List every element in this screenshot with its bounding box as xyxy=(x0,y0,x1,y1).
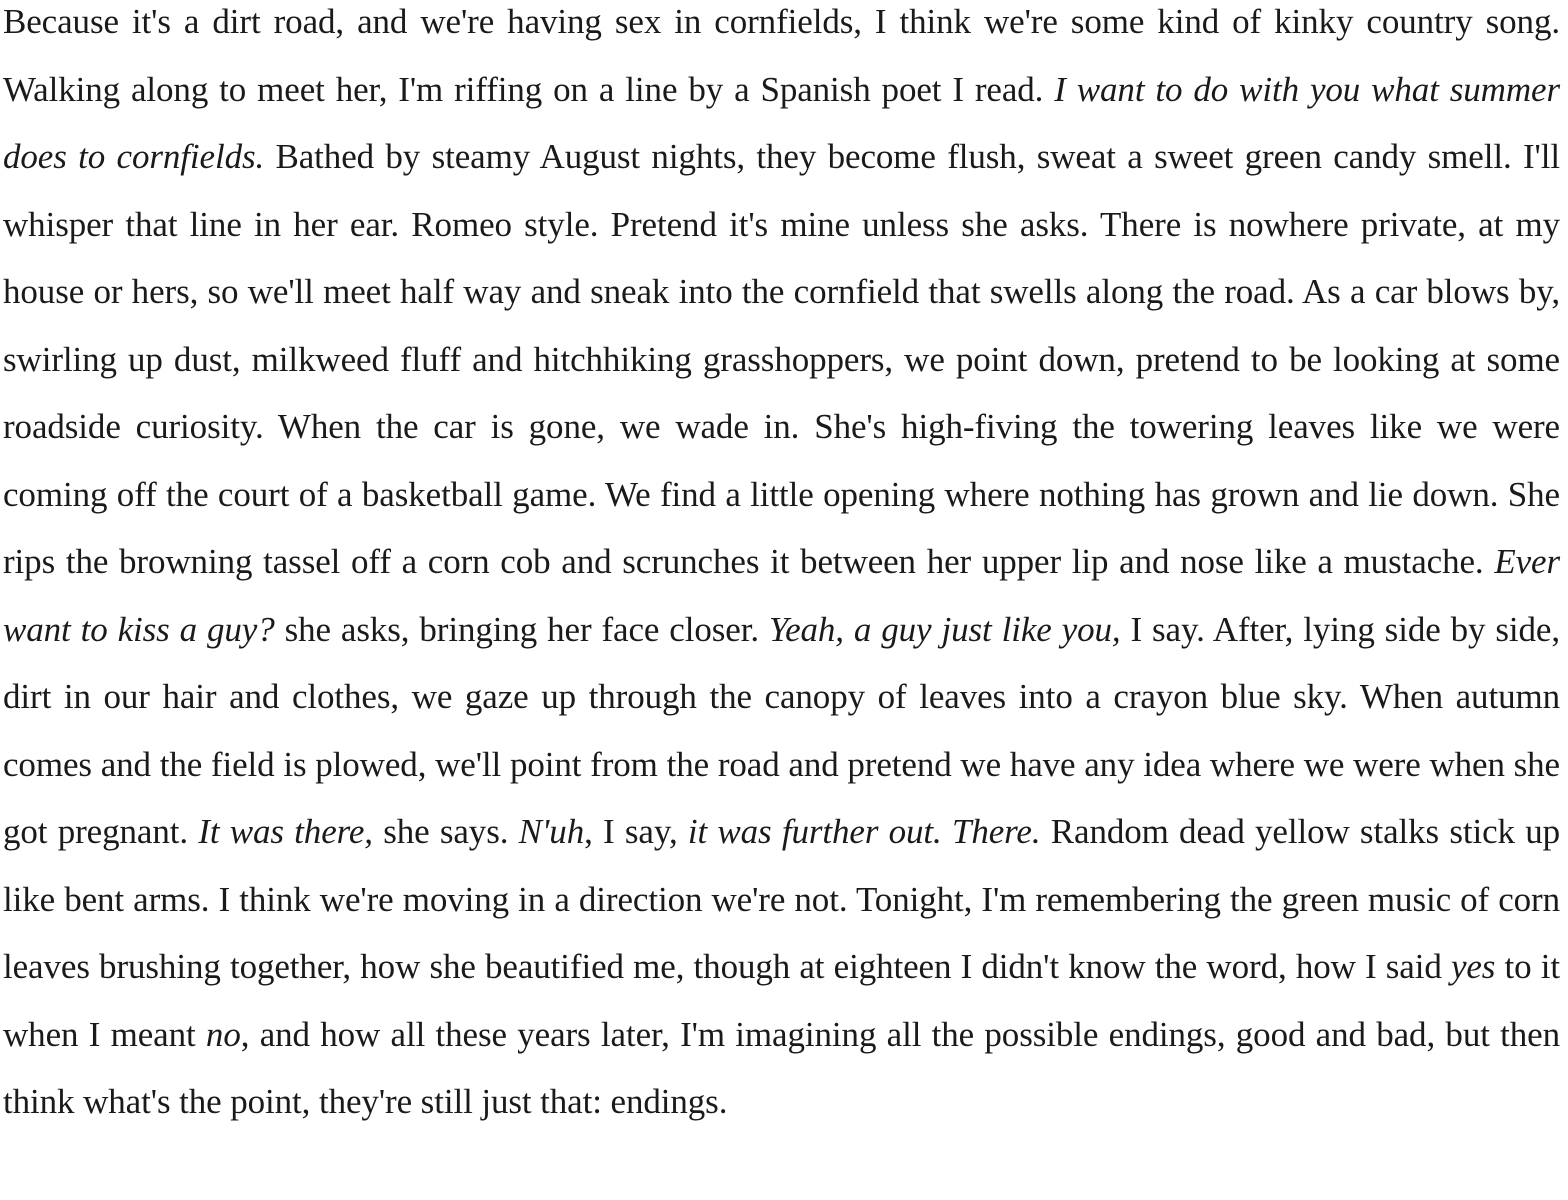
italic-segment: N'uh xyxy=(518,812,585,851)
italic-segment: Yeah, a guy just like you, xyxy=(768,609,1121,649)
italic-segment: It was there, xyxy=(198,812,373,851)
text-segment: I say. After, lying side by side, dirt in our hair and clothes, we gaze up through the canopy of leaves into a crayon blue sky. When autumn comes and the field is plowed, we'll point from the road and pretend we have any idea where we were when she got pregnant. xyxy=(3,609,1560,851)
text-segment: Bathed by steamy August nights, they become flush, sweat a sweet green candy smell. I'll whisper that line in her ear. Romeo style. Pretend it's mine unless she asks. There is nowhere private, at my house or hers, so we'll meet half way and sneak into the cornfield that swells along the road. As a car blows by, swirling up dust, milkweed fluff and hitchhiking grasshoppers, we point down, pretend to be looking at some roadside curiosity. When the car is gone, we wade in. She's high-fiving the towering leaves like we were coming off the court of a basketball game. We find a little opening where nothing has grown and lie down. She rips the browning tassel off a corn cob and scrunches it between her upper lip and nose like a mustache. xyxy=(3,137,1560,581)
italic-segment: it was further out. There. xyxy=(687,812,1041,851)
text-segment: , I say, xyxy=(584,812,688,851)
text-segment: to it when I meant xyxy=(3,947,1561,1054)
italic-segment: yes xyxy=(1450,947,1496,986)
prose-paragraph xyxy=(3,0,1560,1136)
text-segment: she asks, bringing her face closer. xyxy=(274,609,769,649)
italic-segment: I want to do with you what summer does to cornfields. xyxy=(3,69,1560,176)
document-page xyxy=(3,0,1560,1148)
text-segment: she says. xyxy=(372,812,519,851)
italic-segment: Ever want to kiss a guy? xyxy=(3,542,1560,649)
text-segment: Random dead yellow stalks stick up like bent arms. I think we're moving in a direction we're not. Tonight, I'm remembering the green music of corn leaves brushing together, how she beautified me, though at eighteen I didn't know the word, how I said xyxy=(3,812,1561,986)
italic-segment: no xyxy=(205,1014,241,1054)
text-segment: , and how all these years later, I'm imagining all the possible endings, good and bad, but then think what's the point, they're still just that: endings. xyxy=(3,1014,1561,1121)
text-segment: Because it's a dirt road, and we're having sex in cornfields, I think we're some kind of kinky country song. Walking along to meet her, I'm riffing on a line by a Spanish poet I read. xyxy=(3,2,1560,109)
